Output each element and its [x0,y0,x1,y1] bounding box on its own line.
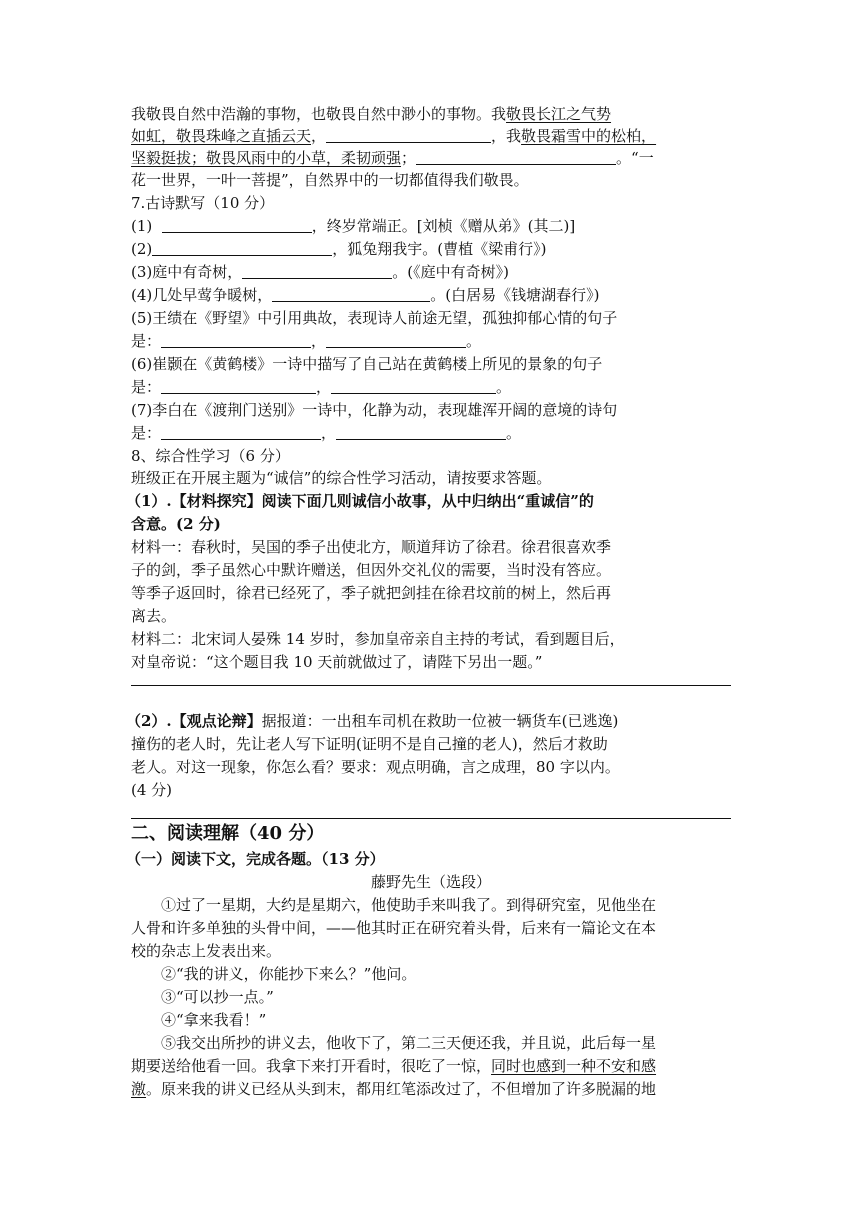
answer-line[interactable] [131,818,731,819]
para1-line-1: ①过了一星期，大约是星期六，他使助手来叫我了。到得研究室，见他坐在 [161,896,657,914]
answer-blank[interactable] [416,149,616,165]
para5-line-1: ⑤我交出所抄的讲义去，他收下了，第二三天便还我，并且说，此后每一星 [161,1034,657,1052]
answer-blank[interactable] [331,378,496,394]
q7-item-3: (3)庭中有奇树， 。(《庭中有奇树》) [131,263,509,281]
q8-part2-line-2: 撞伤的老人时，先让老人写下证明(证明不是自己撞的老人)，然后才救助 [131,735,608,753]
q8-part2-line-1: （2）.【观点论辩】据报道：一出租车司机在救助一位被一辆货车(已逃逸) [126,712,619,730]
material1-line-2: 子的剑，季子虽然心中默许赠送，但因外交礼仪的需要，当时没有答应。 [131,561,612,579]
answer-blank[interactable] [152,240,332,256]
underlined-text: 敬畏长江之气势 [506,105,612,123]
section-2-subtitle: （一）阅读下文，完成各题。（13 分） [126,850,385,868]
para4: ④“拿来我看！” [161,1011,267,1029]
q7-item-6-line-2: 是： ， 。 [131,378,512,396]
answer-line[interactable] [131,685,731,686]
material2-line-1: 材料二：北宋词人晏殊 14 岁时，参加皇帝亲自主持的考试，看到题目后， [131,630,625,648]
para1-line-3: 校的杂志上发表出来。 [131,942,282,960]
intro-line-3: 坚毅挺拔；敬畏风雨中的小草，柔韧顽强； 。“一 [131,149,654,167]
answer-blank[interactable] [272,286,430,302]
q7-title: 7.古诗默写（10 分） [131,194,275,212]
intro-line-4: 花一世界，一叶一菩提”，自然界中的一切都值得我们敬畏。 [131,171,529,189]
q8-intro: 班级正在开展主题为“诚信”的综合性学习活动，请按要求答题。 [131,469,552,487]
q8-part1-line-1: （1）.【材料探究】阅读下面几则诚信小故事，从中归纳出“重诚信”的 [126,492,594,510]
q8-part1-line-2: 含意。(2 分) [131,515,221,533]
para3: ③“可以抄一点。” [161,988,274,1006]
q7-item-5-line-1: (5)王绩在《野望》中引用典故，表现诗人前途无望，孤独抑郁心情的句子 [131,309,618,327]
q7-item-5-line-2: 是： ， 。 [131,332,482,350]
para5-line-2: 期要送给他看一回。我拿下来打开看时，很吃了一惊，同时也感到一种不安和感 [131,1057,657,1075]
section-2-title: 二、阅读理解（40 分） [131,823,325,844]
q8-part2-line-4: (4 分) [131,781,173,799]
underlined-text: 激 [131,1080,147,1098]
answer-blank[interactable] [336,424,506,440]
q7-item-6-line-1: (6)崔颢在《黄鹤楼》一诗中描写了自己站在黄鹤楼上所见的景象的句子 [131,355,603,373]
para5-line-3: 激。原来我的讲义已经从头到末，都用红笔添改过了，不但增加了许多脱漏的地 [131,1080,657,1098]
para1-line-2: 人骨和许多单独的头骨中间，——他其时正在研究着头骨，后来有一篇论文在本 [131,919,657,937]
material1-line-4: 离去。 [131,607,177,625]
intro-line-1: 我敬畏自然中浩瀚的事物，也敬畏自然中渺小的事物。我敬畏长江之气势 [131,105,612,123]
q8-title: 8、综合性学习（6 分） [131,447,290,465]
q7-item-2: (2) ，狐兔翔我宇。(曹植《梁甫行》) [131,240,547,258]
underlined-text: 同时也感到一种不安和感 [491,1057,657,1075]
answer-blank[interactable] [326,332,466,348]
q8-part2-line-3: 老人。对这一现象，你怎么看？要求：观点明确，言之成理，80 字以内。 [131,758,620,776]
answer-blank[interactable] [161,424,321,440]
answer-blank[interactable] [161,332,311,348]
material1-line-1: 材料一：春秋时，吴国的季子出使北方，顺道拜访了徐君。徐君很喜欢季 [131,538,612,556]
intro-line-2: 如虹，敬畏珠峰之直插云天， ，我敬畏霜雪中的松柏， [131,127,657,145]
passage-title: 藤野先生（选段） [370,873,491,891]
q7-item-1: (1) ，终岁常端正。[刘桢《赠从弟》(其二)] [131,217,576,235]
para2: ②“我的讲义，你能抄下来么？”他问。 [161,965,417,983]
underlined-text: 如虹，敬畏珠峰之直插云天 [131,127,312,145]
underlined-text: 坚毅挺拔；敬畏风雨中的小草，柔韧顽强 [131,149,402,167]
material1-line-3: 等季子返回时，徐君已经死了，季子就把剑挂在徐君坟前的树上，然后再 [131,584,612,602]
answer-blank[interactable] [326,127,491,143]
q7-item-4: (4)几处早莺争暖树， 。(白居易《钱塘湖春行》) [131,286,600,304]
q7-item-7-line-2: 是： ， 。 [131,424,522,442]
material2-line-2: 对皇帝说：“这个题目我 10 天前就做过了，请陛下另出一题。” [131,653,543,671]
q7-item-7-line-1: (7)李白在《渡荆门送别》一诗中，化静为动，表现雄浑开阔的意境的诗句 [131,401,618,419]
underlined-text: 敬畏霜雪中的松柏， [521,127,657,145]
answer-blank[interactable] [162,217,312,233]
answer-blank[interactable] [161,378,316,394]
answer-blank[interactable] [242,263,392,279]
